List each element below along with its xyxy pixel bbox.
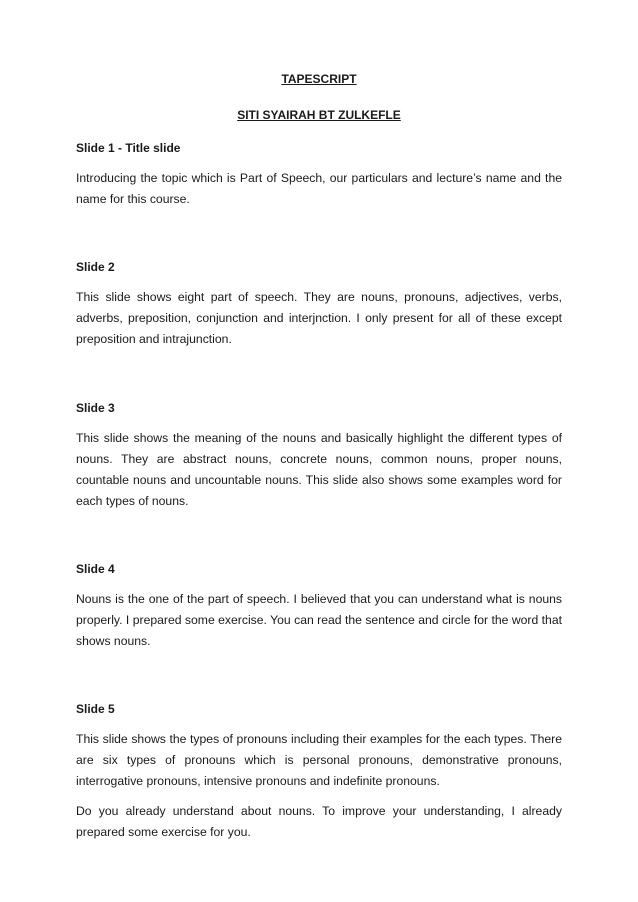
slide-paragraph: This slide shows eight part of speech. They are nouns, pronouns, adjectives, verbs, adverbs, preposition, conjunction and interjnction. I only present for all of these except preposition and intrajunction. [76,290,562,346]
slide-paragraph: Nouns is the one of the part of speech. I believed that you can understand what is nouns properly. I prepared some exercise. You can read the sentence and circle for the word that shows nouns. [76,592,562,648]
document-body [76,71,562,843]
slide-paragraph: Introducing the topic which is Part of Speech, our particulars and lecture’s name and the name for this course. [76,171,562,206]
document-author: SITI SYAIRAH BT ZULKEFLE [237,108,401,122]
slide-paragraph: Do you already understand about nouns. To improve your understanding, I already prepared some exercise for you. [76,804,562,839]
slide-section [76,140,562,210]
slide-heading: Slide 1 - Title slide [76,141,181,155]
slide-heading: Slide 3 [76,401,115,415]
slide-section [76,701,562,843]
slide-paragraph: This slide shows the meaning of the nouns and basically highlight the different types of nouns. They are abstract nouns, concrete nouns, common nouns, proper nouns, countable nouns and uncountable nouns. This slide also shows some examples word for each types of nouns. [76,431,562,508]
slide-heading: Slide 4 [76,562,115,576]
document-title: TAPESCRIPT [281,72,357,86]
slide-section [76,400,562,512]
slide-section [76,561,562,652]
slide-heading: Slide 5 [76,702,115,716]
slide-section [76,259,562,350]
slide-heading: Slide 2 [76,260,115,274]
slide-paragraph: This slide shows the types of pronouns including their examples for the each types. There are six types of pronouns which is personal pronouns, demonstrative pronouns, interrogative pronouns, intensive pronouns and indefinite pronouns. [76,732,562,788]
